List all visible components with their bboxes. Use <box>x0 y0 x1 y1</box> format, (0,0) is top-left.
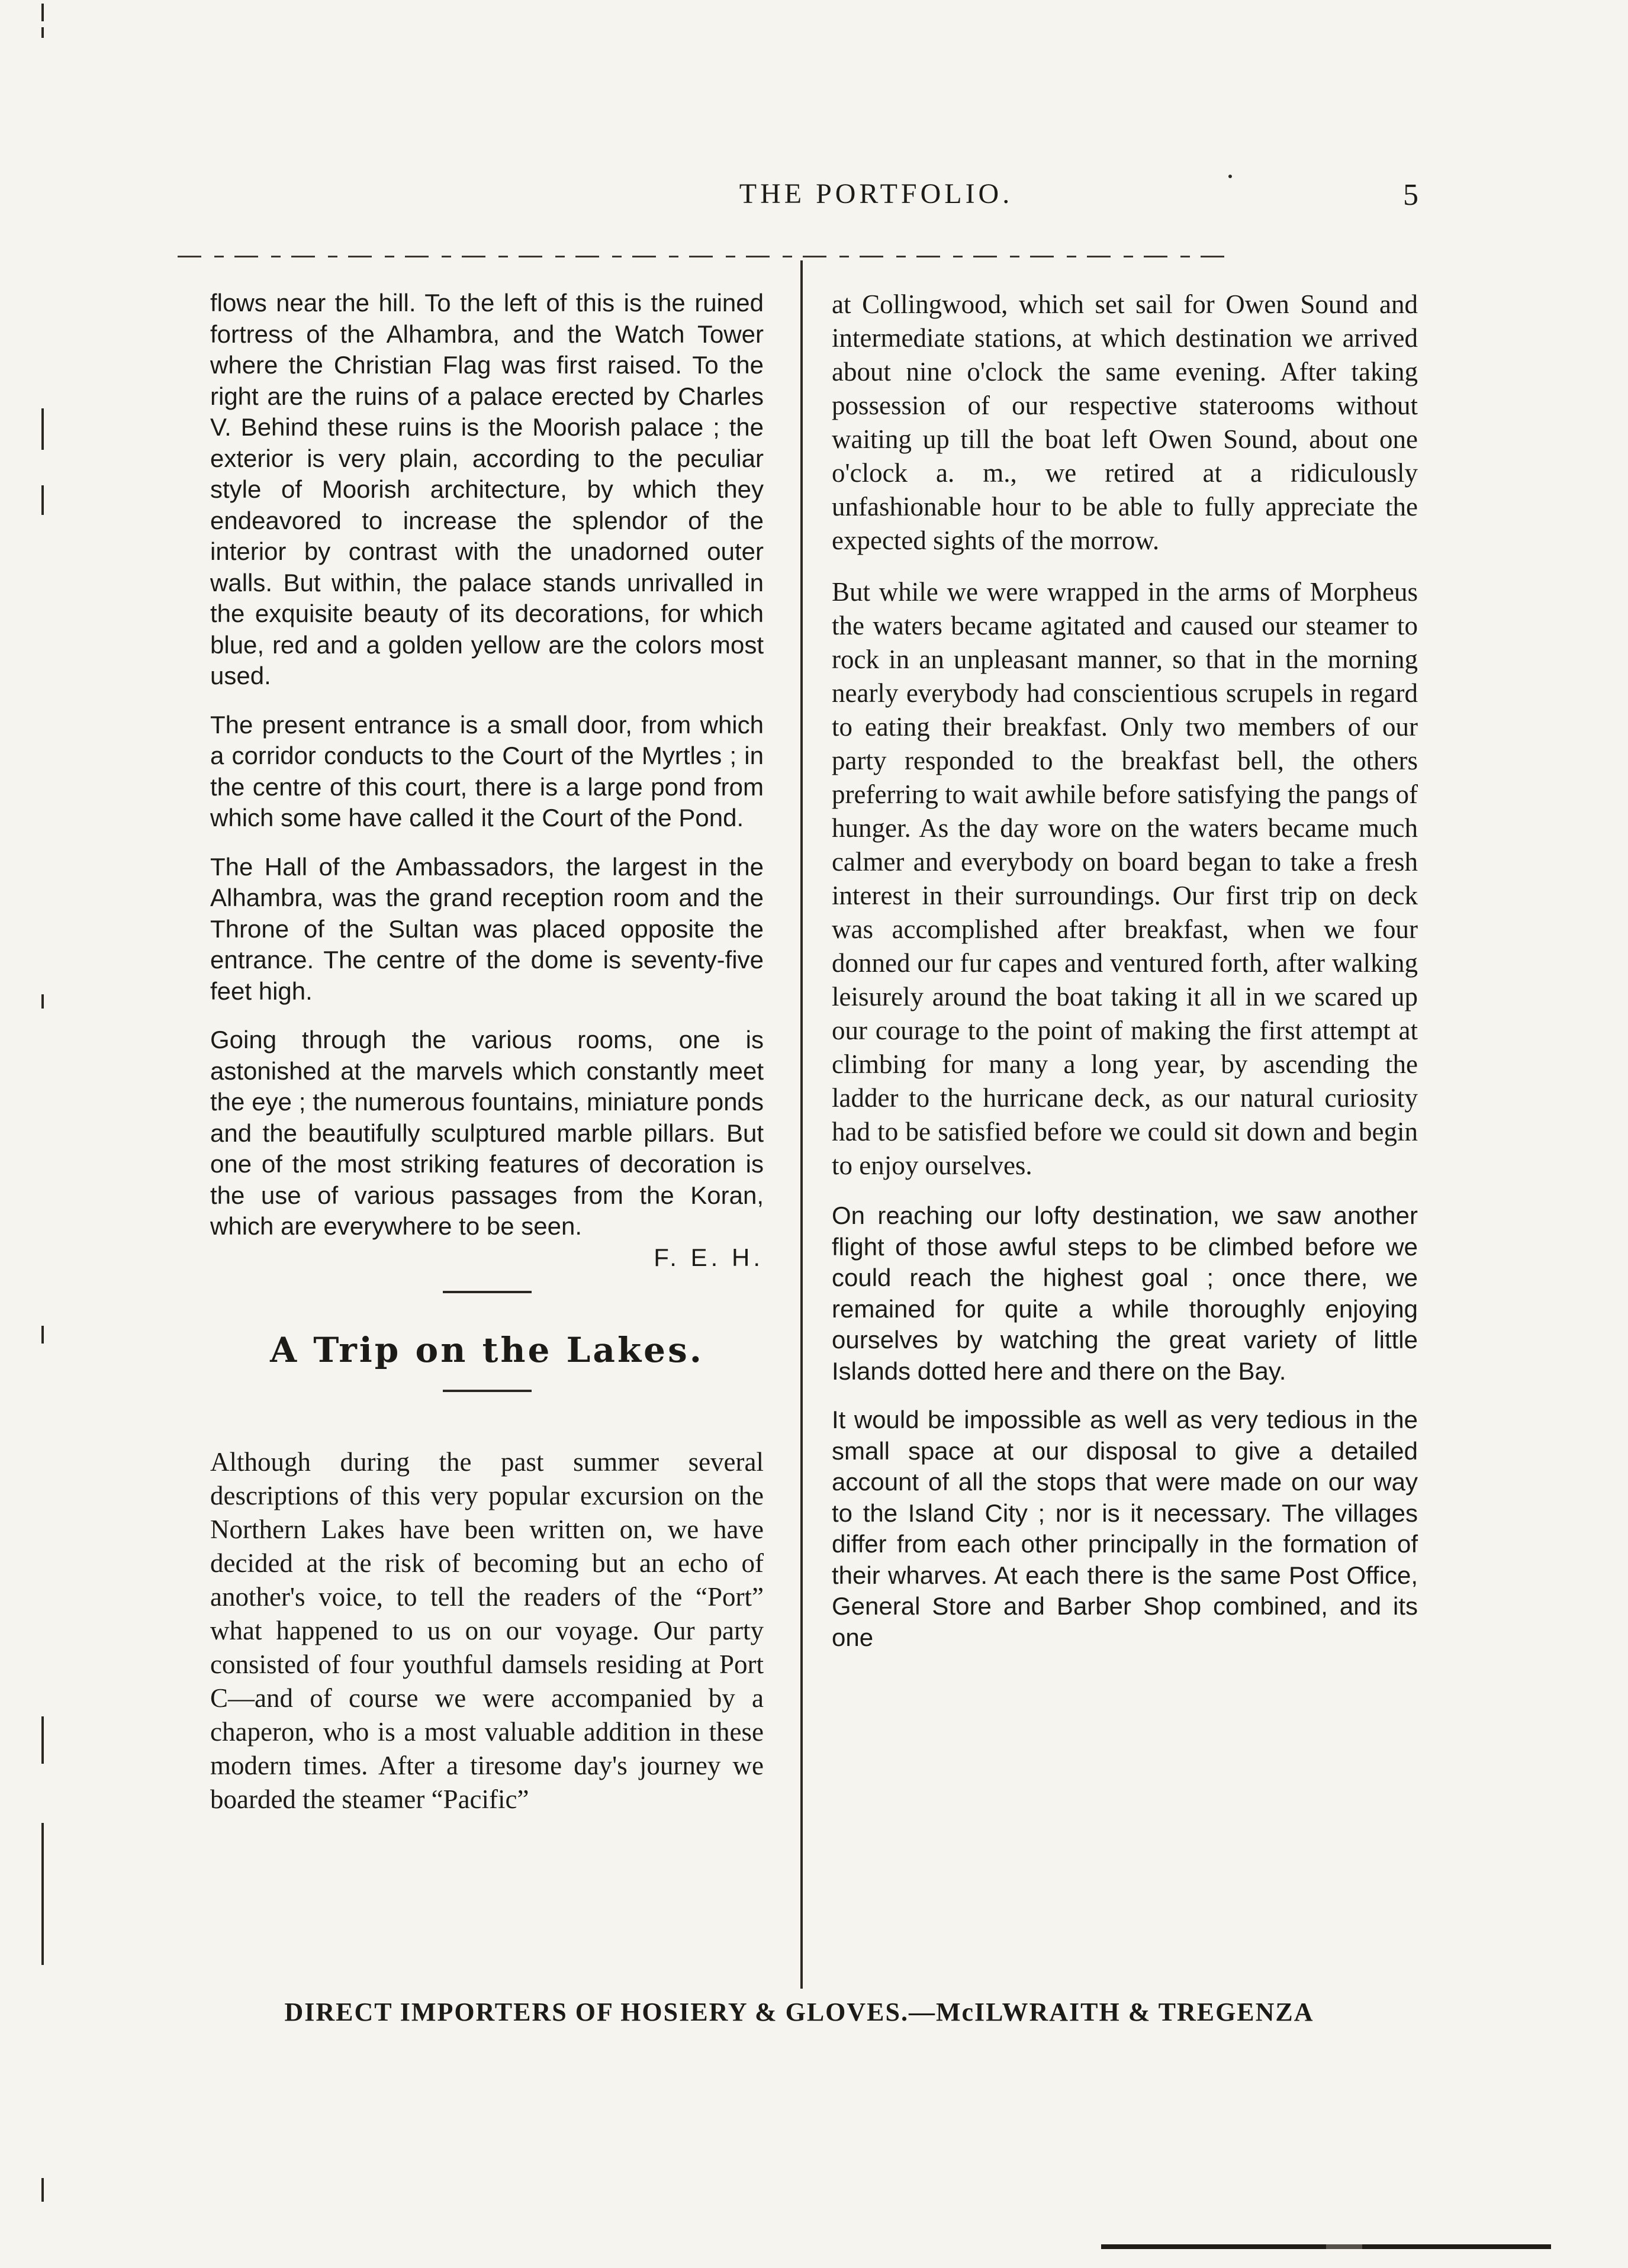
left-paragraph: flows near the hill. To the left of this is the ruined fortress of the Alhambra, and the Watch Tower where the Christian Flag was first raised. To the right are the ruins of a palace erected by Charles V. Behind these ruins is the Moorish palace ; the exterior is very plain, according to the peculiar style of Moorish architecture, by which they endeavored to increase the splendor of the interior by contrast with the unadorned outer walls. But within, the palace stands unrivalled in the exquisite beauty of its decorations, for which blue, red and a golden yellow are the colors most used. <box>210 289 764 690</box>
author-signature: F. E. H. <box>654 1243 764 1271</box>
article-title: A Trip on the Lakes. <box>270 1330 704 1370</box>
section-rule-bottom <box>443 1390 532 1392</box>
left-column <box>210 288 764 1834</box>
article-paragraph: Although during the past summer several descriptions of this very popular excursion on the Northern Lakes have been written on, we have decided at the risk of becoming but an echo of another's voice, to tell the readers of the “Port” what happened to us on our voyage. Our party consisted of four youthful damsels residing at Port C—and of course we were accompanied by a chaperon, who is a most valuable addition in these modern times. After a tiresome day's journey we boarded the steamer “Pacific” <box>210 1447 764 1814</box>
right-column <box>832 288 1418 1671</box>
right-paragraph: On reaching our lofty destination, we saw another flight of those awful steps to be climbed before we could reach the highest goal ; once there, we remained for quite a while thoroughly enjoying ourselves by watching the great variety of little Islands dotted here and there on the Bay. <box>832 1201 1418 1385</box>
right-paragraph: It would be impossible as well as very tedious in the small space at our disposal to give a detailed account of all the stops that were made on our way to the Island City ; nor is it necessary. The villages differ from each other principally in the formation of their wharves. At each there is the same Post Office, General Store and Barber Shop combined, and its one <box>832 1406 1418 1651</box>
column-divider <box>800 260 803 1989</box>
left-margin-marks <box>41 0 53 2268</box>
section-rule-top <box>443 1291 532 1293</box>
footer-advertisement: DIRECT IMPORTERS OF HOSIERY & GLOVES.—McILWRAITH & TREGENZA <box>284 1998 1314 2027</box>
page-number: 5 <box>1403 178 1418 212</box>
bottom-edge-bar <box>1101 2244 1551 2249</box>
running-head-title: THE PORTFOLIO. <box>739 178 1014 210</box>
header-rule <box>178 256 1231 257</box>
ink-speck <box>1228 175 1232 178</box>
left-paragraph: The present entrance is a small door, from which a corridor conducts to the Court of the Myrtles ; in the centre of this court, there is a large pond from which some have called it the Court of the Pond. <box>210 710 764 832</box>
left-paragraph: The Hall of the Ambassadors, the largest in the Alhambra, was the grand reception room and the Throne of the Sultan was placed opposite the entrance. The centre of the dome is seventy-five feet high. <box>210 852 764 1005</box>
left-paragraph: Going through the various rooms, one is astonished at the marvels which constantly meet the eye ; the numerous fountains, miniature ponds and the beautifully sculptured marble pillars. But one of the most striking features of decoration is the use of various passages from the Koran, which are everywhere to be seen. <box>210 1026 764 1240</box>
right-paragraph: at Collingwood, which set sail for Owen Sound and intermediate stations, at which destination we arrived about nine o'clock the same evening. After taking possession of our respective staterooms without waiting up till the boat left Owen Sound, about one o'clock a. m., we retired at a ridiculously unfashionable hour to be able to fully appreciate the expected sights of the morrow. <box>832 289 1418 555</box>
right-paragraph: But while we were wrapped in the arms of Morpheus the waters became agitated and caused our steamer to rock in an unpleasant manner, so that in the morning nearly everybody had conscientious scrupels in regard to eating their breakfast. Only two members of our party responded to the breakfast bell, the others preferring to wait awhile before satisfying the pangs of hunger. As the day wore on the waters became much calmer and everybody on board began to take a fresh interest in their surroundings. Our first trip on deck was accomplished after breakfast, when we four donned our fur capes and ventured forth, after walking leisurely around the boat taking it all in we scared up our courage to the point of making the first attempt at climbing for many a long year, by ascending the ladder to the hurricane deck, as our natural curiosity had to be satisfied before we could sit down and begin to enjoy ourselves. <box>832 577 1418 1180</box>
